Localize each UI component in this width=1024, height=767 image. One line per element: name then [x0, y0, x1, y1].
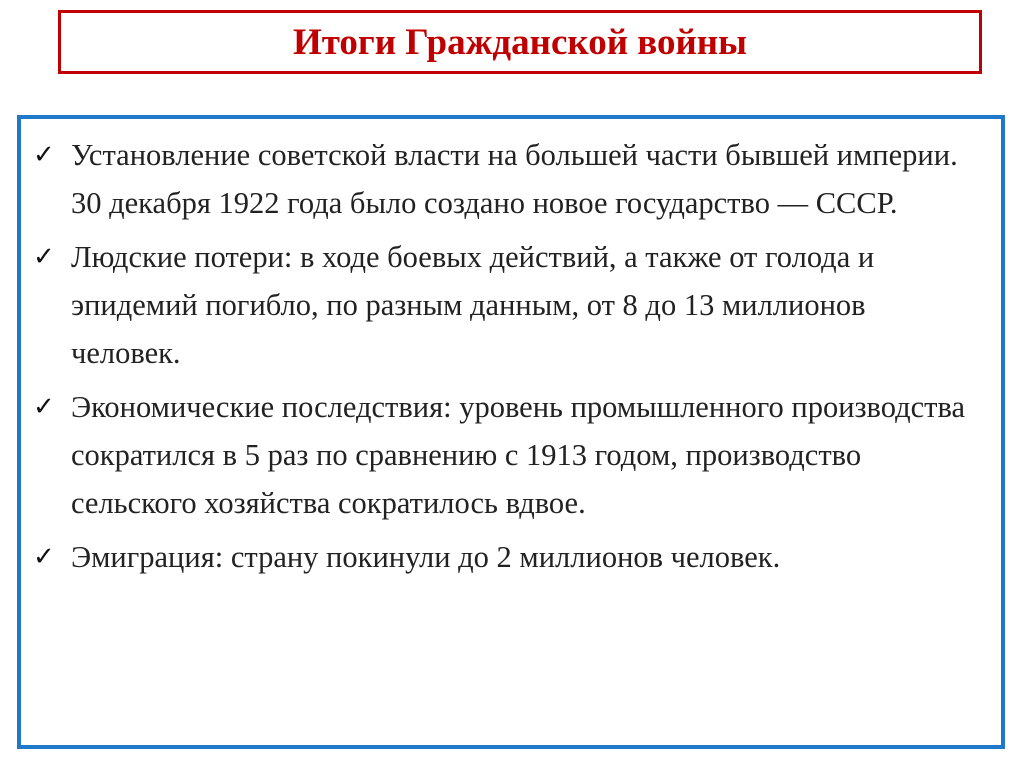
list-item-text: Экономические последствия: уровень промышленного производства сократился в 5 раз по сравнению с 1913 годом, производство сельского хозяйства сократилось вдвое.	[71, 390, 966, 520]
list-item-text: Эмиграция: страну покинули до 2 миллионов человек.	[71, 540, 781, 574]
check-icon: ✓	[33, 242, 55, 272]
list-item	[33, 131, 981, 227]
check-icon: ✓	[33, 140, 55, 170]
list-item	[33, 233, 981, 377]
list-item-text: Людские потери: в ходе боевых действий, а также от голода и эпидемий погибло, по разным данным, от 8 до 13 миллионов человек.	[71, 240, 875, 370]
title-box	[58, 10, 982, 74]
check-icon: ✓	[33, 392, 55, 422]
slide-title: Итоги Гражданской войны	[292, 21, 748, 63]
list-item	[33, 533, 981, 581]
list-item	[33, 383, 981, 527]
content-box	[17, 115, 1005, 749]
check-icon: ✓	[33, 542, 55, 572]
list-item-text: Установление советской власти на большей части бывшей империи. 30 декабря 1922 года было создано новое государство — СССР.	[71, 138, 958, 220]
